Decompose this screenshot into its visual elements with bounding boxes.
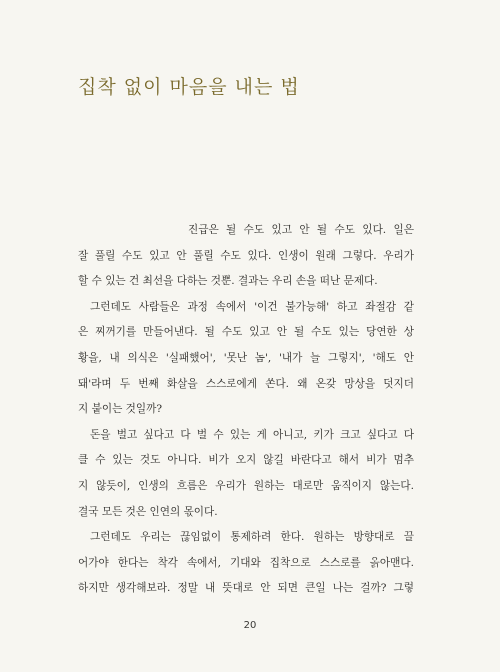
page-number: 20 xyxy=(243,620,257,631)
body-text xyxy=(78,218,414,602)
text-line: 그런데도 우리는 끊임없이 통제하려 한다. 원하는 방향대로 끌 xyxy=(90,531,414,544)
text-line: 그런데도 사람들은 과정 속에서 '이건 불가능해' 하고 좌절감 같 xyxy=(90,300,414,313)
text-line: 클 수 있는 것도 아니다. 비가 오지 않길 바란다고 해서 비가 멈추 xyxy=(78,454,414,467)
text-line: 하지만 생각해보라. 정말 내 뜻대로 안 되면 큰일 나는 걸까? 그렇 xyxy=(78,582,414,595)
text-line: 지 붙이는 것일까? xyxy=(78,403,163,416)
text-line: 돈을 벌고 싶다고 다 벌 수 있는 게 아니고, 키가 크고 싶다고 다 xyxy=(90,428,414,441)
text-line: 지 않듯이, 인생의 흐름은 우리가 원하는 대로만 움직이지 않는다. xyxy=(78,479,414,492)
text-line: 할 수 있는 건 최선을 다하는 것뿐. 결과는 우리 손을 떠난 문제다. xyxy=(78,275,378,288)
text-line: 어가야 한다는 착각 속에서, 기대와 집착으로 스스로를 옭아맨다. xyxy=(78,556,414,569)
text-line: 진급은 될 수도 있고 안 될 수도 있다. 일은 xyxy=(188,224,414,236)
text-line: 은 찌꺼기를 만들어낸다. 될 수도 있고 안 될 수도 있는 당연한 상 xyxy=(78,326,414,339)
text-line: 황을, 내 의식은 '실패했어', '못난 놈', '내가 늘 그렇지', '해도 안 xyxy=(78,351,414,364)
text-line: 잘 풀릴 수도 있고 안 풀릴 수도 있다. 인생이 원래 그렇다. 우리가 xyxy=(78,249,414,262)
text-line: 결국 모든 것은 인연의 몫이다. xyxy=(78,505,218,518)
text-line: 돼'라며 두 번째 화살을 스스로에게 쏜다. 왜 온갖 망상을 덧지더 xyxy=(78,377,414,390)
chapter-title: 집착 없이 마음을 내는 법 xyxy=(78,76,300,98)
